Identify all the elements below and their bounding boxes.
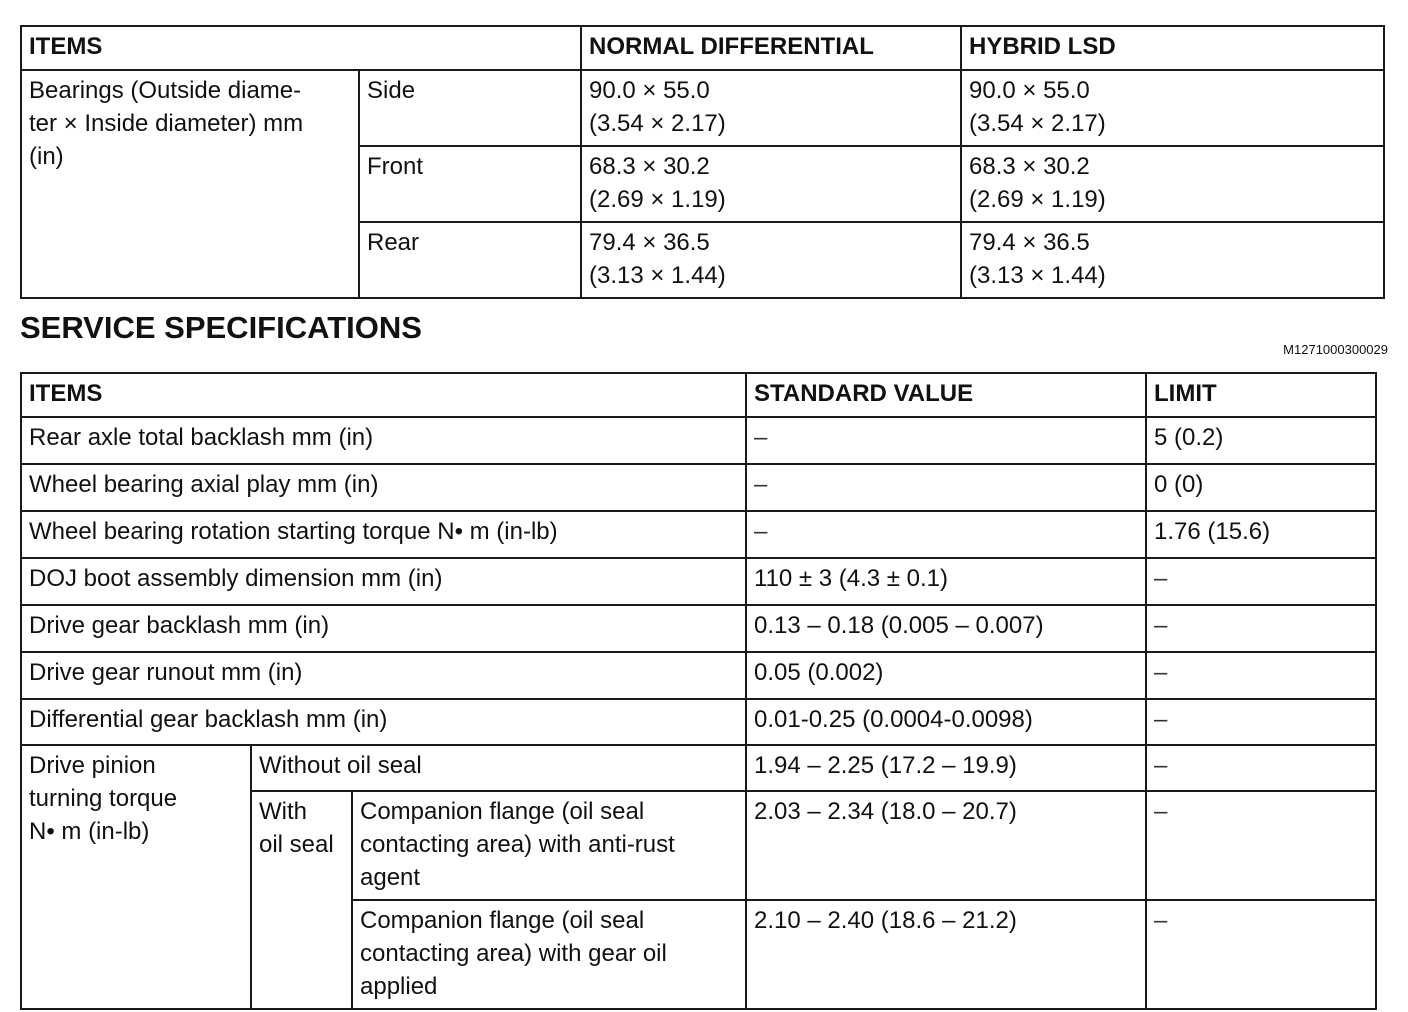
bearings-row-label: Bearings (Outside diame- ter × Inside diameter) mm (in) xyxy=(21,70,359,298)
normal-differential-value: 90.0 × 55.0 (3.54 × 2.17) xyxy=(581,70,961,146)
table-row xyxy=(21,70,1384,146)
standard-value: – xyxy=(746,464,1146,511)
table-row xyxy=(21,558,1376,605)
limit-value: 5 (0.2) xyxy=(1146,417,1376,464)
standard-value: 1.94 – 2.25 (17.2 – 19.9) xyxy=(746,745,1146,791)
drive-pinion-label: Drive pinion turning torque N• m (in-lb) xyxy=(21,745,251,1009)
standard-value: 0.13 – 0.18 (0.005 – 0.007) xyxy=(746,605,1146,652)
table-header-row xyxy=(21,373,1376,417)
header-normal-differential: NORMAL DIFFERENTIAL xyxy=(581,26,961,70)
normal-differential-value: 79.4 × 36.5 (3.13 × 1.44) xyxy=(581,222,961,298)
spec-item: DOJ boot assembly dimension mm (in) xyxy=(21,558,746,605)
with-oil-seal-label: With oil seal xyxy=(251,791,352,1009)
bearing-position: Rear xyxy=(359,222,581,298)
bearing-position: Front xyxy=(359,146,581,222)
table-row xyxy=(21,417,1376,464)
spec-item: Wheel bearing axial play mm (in) xyxy=(21,464,746,511)
service-spec-table xyxy=(20,372,1377,1010)
limit-value: – xyxy=(1146,900,1376,1009)
normal-differential-value: 68.3 × 30.2 (2.69 × 1.19) xyxy=(581,146,961,222)
spec-item: Differential gear backlash mm (in) xyxy=(21,699,746,745)
limit-value: 1.76 (15.6) xyxy=(1146,511,1376,558)
limit-value: 0 (0) xyxy=(1146,464,1376,511)
limit-value: – xyxy=(1146,605,1376,652)
limit-value: – xyxy=(1146,699,1376,745)
standard-value: 0.05 (0.002) xyxy=(746,652,1146,699)
standard-value: 2.03 – 2.34 (18.0 – 20.7) xyxy=(746,791,1146,900)
limit-value: – xyxy=(1146,558,1376,605)
bearings-spec-table xyxy=(20,25,1385,299)
table-row xyxy=(21,464,1376,511)
header-standard-value: STANDARD VALUE xyxy=(746,373,1146,417)
limit-value: – xyxy=(1146,652,1376,699)
spec-item: Rear axle total backlash mm (in) xyxy=(21,417,746,464)
without-oil-seal-label: Without oil seal xyxy=(251,745,746,791)
spec-item: Wheel bearing rotation starting torque N• m (in-lb) xyxy=(21,511,746,558)
document-code: M1271000300029 xyxy=(1283,342,1388,357)
header-items: ITEMS xyxy=(21,373,746,417)
header-limit: LIMIT xyxy=(1146,373,1376,417)
standard-value: 110 ± 3 (4.3 ± 0.1) xyxy=(746,558,1146,605)
companion-flange-gear-oil: Companion flange (oil seal contacting area) with gear oil applied xyxy=(352,900,746,1009)
companion-flange-anti-rust: Companion flange (oil seal contacting area) with anti-rust agent xyxy=(352,791,746,900)
hybrid-lsd-value: 68.3 × 30.2 (2.69 × 1.19) xyxy=(961,146,1384,222)
spec-item: Drive gear backlash mm (in) xyxy=(21,605,746,652)
table-header-row xyxy=(21,26,1384,70)
bearing-position: Side xyxy=(359,70,581,146)
hybrid-lsd-value: 79.4 × 36.5 (3.13 × 1.44) xyxy=(961,222,1384,298)
standard-value: – xyxy=(746,417,1146,464)
table-row xyxy=(21,652,1376,699)
hybrid-lsd-value: 90.0 × 55.0 (3.54 × 2.17) xyxy=(961,70,1384,146)
header-items: ITEMS xyxy=(21,26,581,70)
standard-value: – xyxy=(746,511,1146,558)
limit-value: – xyxy=(1146,745,1376,791)
section-title: SERVICE SPECIFICATIONS xyxy=(20,310,422,345)
table-row xyxy=(21,605,1376,652)
limit-value: – xyxy=(1146,791,1376,900)
header-hybrid-lsd: HYBRID LSD xyxy=(961,26,1384,70)
table-row xyxy=(21,511,1376,558)
table-row xyxy=(21,745,1376,791)
spec-item: Drive gear runout mm (in) xyxy=(21,652,746,699)
standard-value: 2.10 – 2.40 (18.6 – 21.2) xyxy=(746,900,1146,1009)
standard-value: 0.01-0.25 (0.0004-0.0098) xyxy=(746,699,1146,745)
table-row xyxy=(21,699,1376,745)
